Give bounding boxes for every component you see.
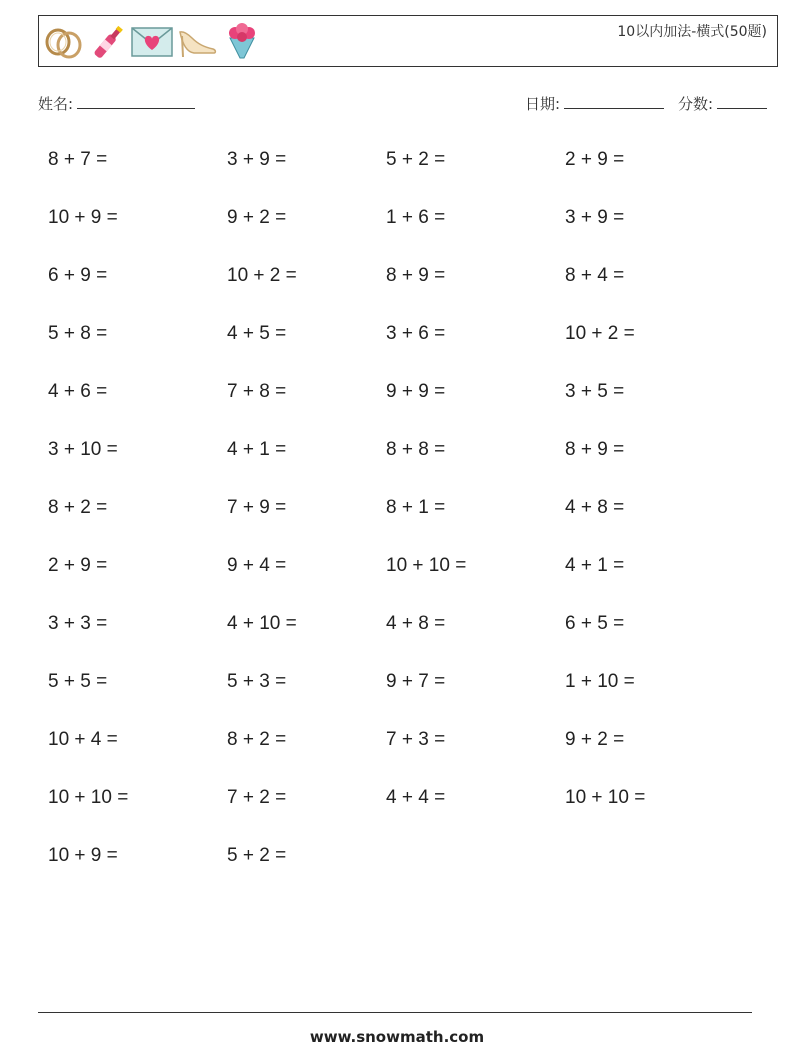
problem-item: 5 + 8 = <box>48 323 108 344</box>
problem-item: 7 + 8 = <box>227 381 287 402</box>
problem-item: 5 + 5 = <box>48 671 108 692</box>
problem-item: 6 + 5 = <box>565 613 625 634</box>
problem-item: 3 + 5 = <box>565 381 625 402</box>
problem-item: 5 + 3 = <box>227 671 287 692</box>
problem-item: 8 + 7 = <box>48 149 108 170</box>
problem-item: 10 + 9 = <box>48 207 118 228</box>
problem-item: 4 + 1 = <box>565 555 625 576</box>
problem-item: 3 + 9 = <box>565 207 625 228</box>
date-label: 日期: <box>525 95 561 113</box>
problem-item: 9 + 2 = <box>565 729 625 750</box>
problem-item: 10 + 10 = <box>386 555 467 576</box>
problem-item: 8 + 2 = <box>48 497 108 518</box>
problem-item: 4 + 1 = <box>227 439 287 460</box>
problem-item: 2 + 9 = <box>565 149 625 170</box>
problem-item: 4 + 5 = <box>227 323 287 344</box>
problem-item: 9 + 7 = <box>386 671 446 692</box>
problem-item: 5 + 2 = <box>227 845 287 866</box>
problem-item: 3 + 3 = <box>48 613 108 634</box>
problem-item: 7 + 9 = <box>227 497 287 518</box>
footer-divider <box>38 1012 752 1013</box>
name-label: 姓名: <box>38 95 74 113</box>
problem-item: 10 + 2 = <box>565 323 635 344</box>
problem-item: 2 + 9 = <box>48 555 108 576</box>
problem-item: 10 + 10 = <box>565 787 646 808</box>
problem-item: 7 + 3 = <box>386 729 446 750</box>
problem-item: 4 + 8 = <box>386 613 446 634</box>
problem-item: 1 + 6 = <box>386 207 446 228</box>
problem-item: 4 + 10 = <box>227 613 297 634</box>
problem-item: 9 + 2 = <box>227 207 287 228</box>
problem-item: 3 + 9 = <box>227 149 287 170</box>
problem-item: 5 + 2 = <box>386 149 446 170</box>
worksheet-title: 10以内加法-横式(50题) <box>617 24 767 40</box>
problem-item: 8 + 9 = <box>565 439 625 460</box>
problem-item: 9 + 9 = <box>386 381 446 402</box>
problem-item: 7 + 2 = <box>227 787 287 808</box>
problem-item: 9 + 4 = <box>227 555 287 576</box>
problem-item: 4 + 8 = <box>565 497 625 518</box>
problem-item: 3 + 10 = <box>48 439 118 460</box>
problem-item: 10 + 4 = <box>48 729 118 750</box>
score-label: 分数: <box>678 95 714 113</box>
problem-item: 8 + 2 = <box>227 729 287 750</box>
problem-item: 10 + 2 = <box>227 265 297 286</box>
problem-item: 10 + 10 = <box>48 787 129 808</box>
problem-item: 8 + 8 = <box>386 439 446 460</box>
problem-item: 6 + 9 = <box>48 265 108 286</box>
footer-url: www.snowmath.com <box>309 1028 485 1046</box>
problem-item: 4 + 6 = <box>48 381 108 402</box>
problem-item: 4 + 4 = <box>386 787 446 808</box>
problem-item: 3 + 6 = <box>386 323 446 344</box>
problem-item: 8 + 9 = <box>386 265 446 286</box>
problem-item: 8 + 4 = <box>565 265 625 286</box>
problem-item: 10 + 9 = <box>48 845 118 866</box>
problem-item: 1 + 10 = <box>565 671 635 692</box>
problem-item: 8 + 1 = <box>386 497 446 518</box>
